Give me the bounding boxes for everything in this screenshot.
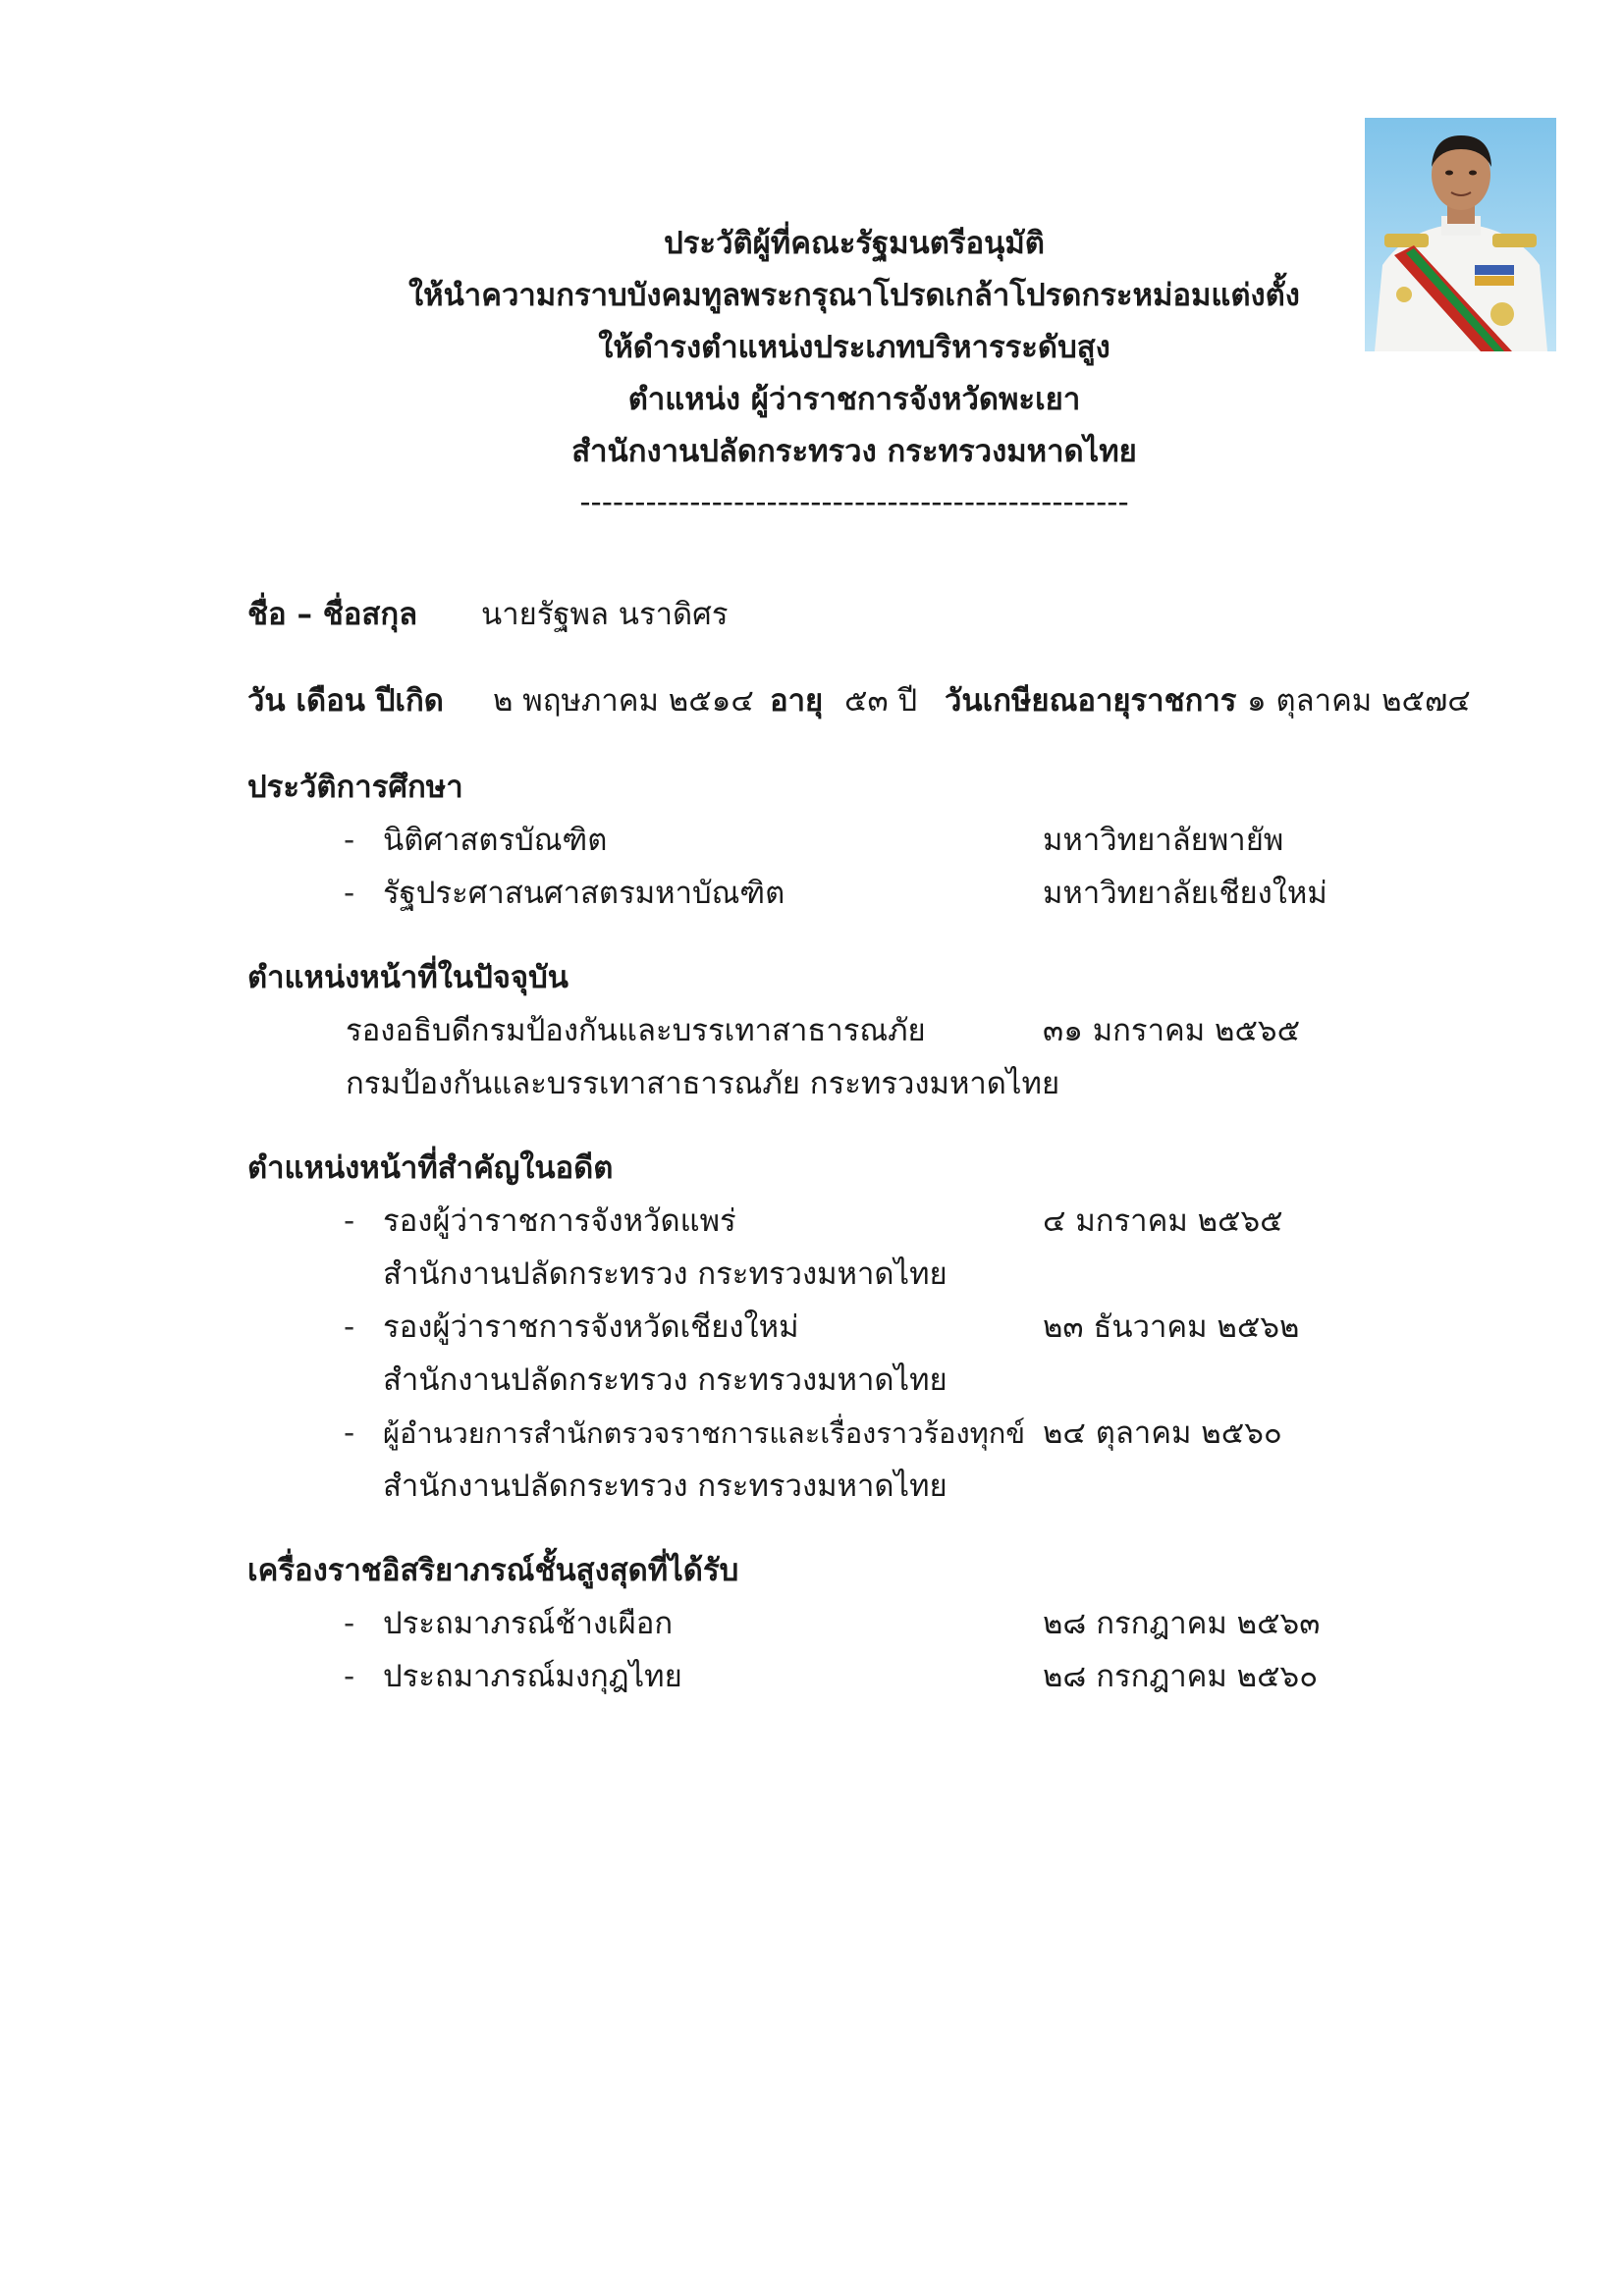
header-line-1: ประวัติผู้ที่คณะรัฐมนตรีอนุมัติ <box>664 226 1045 261</box>
education-degree: รัฐประศาสนศาสตรมหาบัณฑิต <box>383 876 785 911</box>
header-line-2: ให้นำความกราบบังคมทูลพระกรุณาโปรดเกล้าโปรดกระหม่อมแต่งตั้ง <box>408 278 1300 313</box>
document-header <box>265 218 1443 527</box>
name-label: ชื่อ – ชื่อสกุล <box>247 597 418 632</box>
bullet-dash: - <box>344 1415 355 1451</box>
past-position: รองผู้ว่าราชการจังหวัดแพร่ <box>383 1203 736 1239</box>
current-position-title: ตำแหน่งหน้าที่ในปัจจุบัน <box>247 960 568 995</box>
current-position-date: ๓๑ มกราคม ๒๕๖๕ <box>1043 1013 1301 1048</box>
age-value: ๕๓ ปี <box>844 683 918 719</box>
past-position-org: สำนักงานปลัดกระทรวง กระทรวงมหาดไทย <box>383 1468 947 1504</box>
past-position-org: สำนักงานปลัดกระทรวง กระทรวงมหาดไทย <box>383 1256 947 1292</box>
past-position: รองผู้ว่าราชการจังหวัดเชียงใหม่ <box>383 1309 799 1345</box>
bullet-dash: - <box>344 1203 355 1239</box>
past-position-date: ๔ มกราคม ๒๕๖๕ <box>1043 1203 1283 1239</box>
decorations-title: เครื่องราชอิสริยาภรณ์ชั้นสูงสุดที่ได้รับ <box>247 1553 739 1588</box>
header-separator: -------------------------------------------------- <box>579 485 1129 520</box>
decoration-date: ๒๘ กรกฎาคม ๒๕๖๓ <box>1043 1606 1321 1641</box>
bullet-dash: - <box>344 1606 355 1641</box>
past-position-date: ๒๔ ตุลาคม ๒๕๖๐ <box>1043 1415 1282 1451</box>
bullet-dash: - <box>344 1659 355 1694</box>
education-title: ประวัติการศึกษา <box>247 770 463 805</box>
birth-label: วัน เดือน ปีเกิด <box>247 683 444 719</box>
retire-label: วันเกษียณอายุราชการ <box>945 683 1237 719</box>
past-position: ผู้อำนวยการสำนักตรวจราชการและเรื่องราวร้องทุกข์ <box>383 1416 1026 1450</box>
bullet-dash: - <box>344 823 355 858</box>
bullet-dash: - <box>344 876 355 911</box>
past-position-date: ๒๓ ธันวาคม ๒๕๖๒ <box>1043 1309 1300 1345</box>
header-line-3: ให้ดำรงตำแหน่งประเภทบริหารระดับสูง <box>598 330 1110 365</box>
current-position: รองอธิบดีกรมป้องกันและบรรเทาสาธารณภัย <box>346 1013 926 1048</box>
past-position-org: สำนักงานปลัดกระทรวง กระทรวงมหาดไทย <box>383 1362 947 1398</box>
education-institution: มหาวิทยาลัยเชียงใหม่ <box>1043 876 1327 911</box>
bullet-dash: - <box>344 1309 355 1345</box>
education-degree: นิติศาสตรบัณฑิต <box>383 823 608 858</box>
age-label: อายุ <box>770 683 824 719</box>
retire-date: ๑ ตุลาคม ๒๕๗๔ <box>1247 683 1471 719</box>
name-value: นายรัฐพล นราดิศร <box>481 597 729 632</box>
current-position-org: กรมป้องกันและบรรเทาสาธารณภัย กระทรวงมหาดไทย <box>346 1066 1060 1101</box>
header-line-4: ตำแหน่ง ผู้ว่าราชการจังหวัดพะเยา <box>627 382 1081 417</box>
decoration-date: ๒๘ กรกฎาคม ๒๕๖๐ <box>1043 1659 1319 1694</box>
decoration-name: ประถมาภรณ์มงกุฎไทย <box>383 1659 682 1694</box>
birth-date: ๒ พฤษภาคม ๒๕๑๔ <box>493 683 754 719</box>
header-line-5: สำนักงานปลัดกระทรวง กระทรวงมหาดไทย <box>571 434 1137 469</box>
past-positions-title: ตำแหน่งหน้าที่สำคัญในอดีต <box>247 1150 614 1186</box>
education-institution: มหาวิทยาลัยพายัพ <box>1043 823 1284 858</box>
decoration-name: ประถมาภรณ์ช้างเผือก <box>383 1606 674 1641</box>
